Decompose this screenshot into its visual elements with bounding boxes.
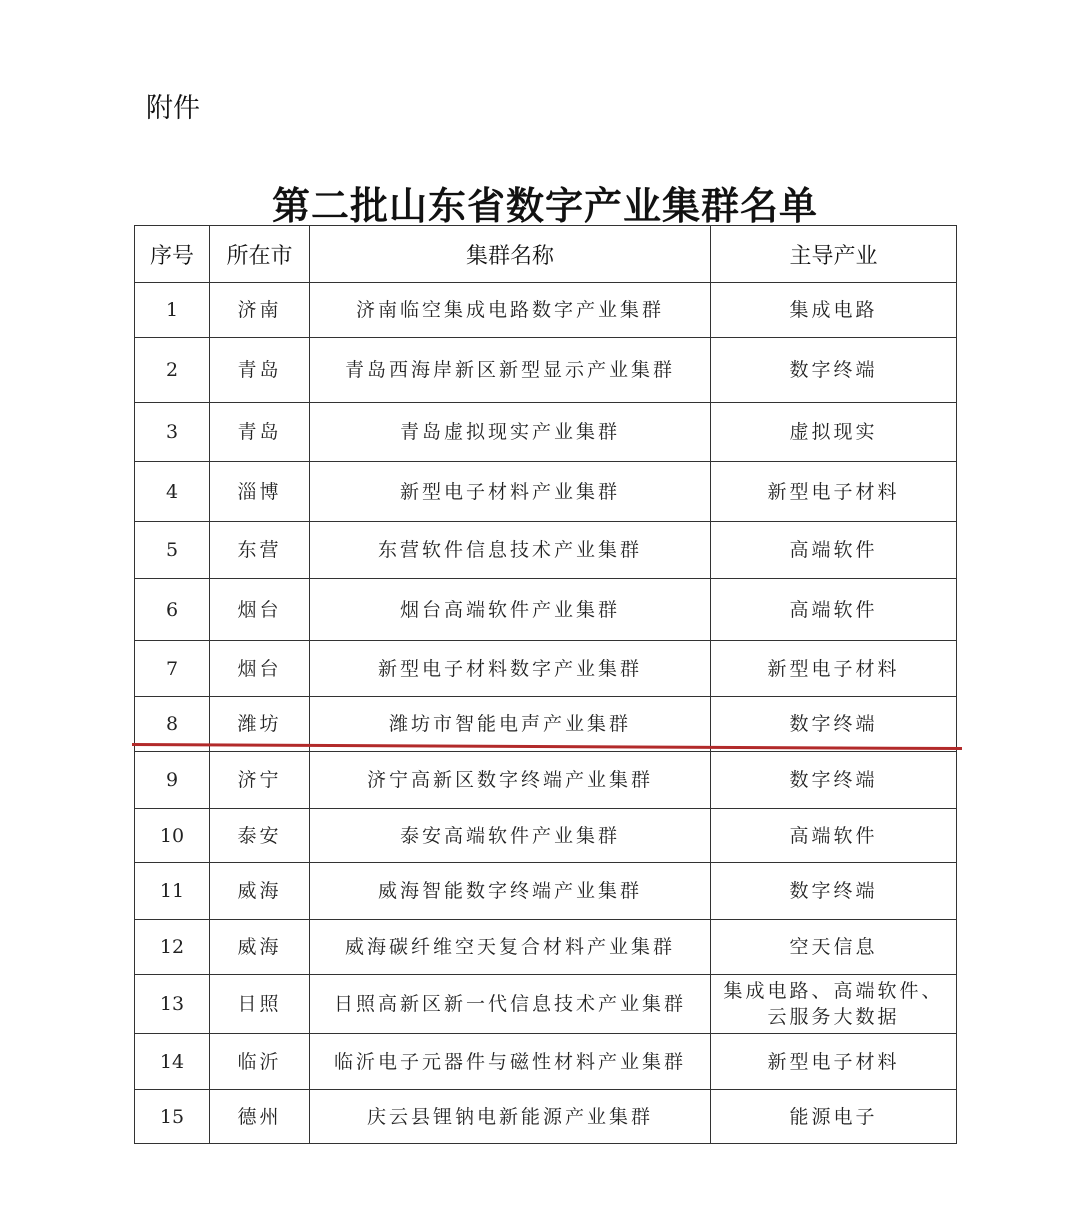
row-cluster-name: 威海智能数字终端产业集群: [310, 863, 711, 920]
row-cluster-name: 青岛虚拟现实产业集群: [310, 403, 711, 462]
row-cluster-name: 日照高新区新一代信息技术产业集群: [310, 975, 711, 1034]
row-industry: 能源电子: [711, 1090, 957, 1144]
table-row: [135, 522, 957, 579]
table-row: [135, 338, 957, 403]
row-industry: 数字终端: [711, 863, 957, 920]
table-row: [135, 1090, 957, 1144]
header-cluster-name: 集群名称: [310, 226, 711, 283]
header-no: 序号: [135, 226, 210, 283]
table-row: [135, 920, 957, 975]
row-cluster-name: 新型电子材料产业集群: [310, 462, 711, 522]
row-city: 日照: [210, 975, 310, 1034]
row-industry: 虚拟现实: [711, 403, 957, 462]
row-no: 2: [135, 338, 210, 403]
row-city: 烟台: [210, 579, 310, 641]
row-city: 青岛: [210, 403, 310, 462]
row-no: 3: [135, 403, 210, 462]
row-city: 威海: [210, 920, 310, 975]
table-row: [135, 809, 957, 863]
row-city: 潍坊: [210, 697, 310, 752]
row-city: 东营: [210, 522, 310, 579]
row-cluster-name: 东营软件信息技术产业集群: [310, 522, 711, 579]
row-no: 9: [135, 752, 210, 809]
row-city: 德州: [210, 1090, 310, 1144]
row-no: 13: [135, 975, 210, 1034]
row-city: 济南: [210, 283, 310, 338]
table-row: [135, 752, 957, 809]
header-industry: 主导产业: [711, 226, 957, 283]
row-cluster-name: 济宁高新区数字终端产业集群: [310, 752, 711, 809]
row-industry: [711, 975, 957, 1034]
table-header-row: [135, 226, 957, 283]
attachment-label: 附件: [146, 93, 200, 124]
row-city: 淄博: [210, 462, 310, 522]
row-cluster-name: 青岛西海岸新区新型显示产业集群: [310, 338, 711, 403]
header-city: 所在市: [210, 226, 310, 283]
row-cluster-name: 新型电子材料数字产业集群: [310, 641, 711, 697]
row-no: 8: [135, 697, 210, 752]
cluster-table: [134, 225, 957, 1144]
row-industry: 数字终端: [711, 752, 957, 809]
row-industry-line2: 云服务大数据: [767, 1006, 900, 1028]
row-industry: 集成电路: [711, 283, 957, 338]
document-title: 第二批山东省数字产业集群名单: [271, 183, 818, 228]
row-no: 5: [135, 522, 210, 579]
row-cluster-name: 潍坊市智能电声产业集群: [310, 697, 711, 752]
row-industry: 新型电子材料: [711, 1034, 957, 1090]
row-no: 10: [135, 809, 210, 863]
table-row: [135, 579, 957, 641]
table-row: [135, 641, 957, 697]
row-no: 15: [135, 1090, 210, 1144]
row-no: 12: [135, 920, 210, 975]
row-city: 临沂: [210, 1034, 310, 1090]
table-row: [135, 283, 957, 338]
table-row: [135, 975, 957, 1034]
row-no: 4: [135, 462, 210, 522]
row-cluster-name: 威海碳纤维空天复合材料产业集群: [310, 920, 711, 975]
row-industry: 数字终端: [711, 697, 957, 752]
row-city: 烟台: [210, 641, 310, 697]
row-industry: 高端软件: [711, 522, 957, 579]
row-industry: 空天信息: [711, 920, 957, 975]
row-no: 6: [135, 579, 210, 641]
row-city: 济宁: [210, 752, 310, 809]
table-row: [135, 403, 957, 462]
table-row: [135, 863, 957, 920]
table-row: [135, 1034, 957, 1090]
row-industry: 新型电子材料: [711, 462, 957, 522]
row-cluster-name: 庆云县锂钠电新能源产业集群: [310, 1090, 711, 1144]
row-cluster-name: 临沂电子元器件与磁性材料产业集群: [310, 1034, 711, 1090]
row-industry: 数字终端: [711, 338, 957, 403]
row-industry: 高端软件: [711, 809, 957, 863]
row-no: 1: [135, 283, 210, 338]
row-industry: 高端软件: [711, 579, 957, 641]
row-city: 青岛: [210, 338, 310, 403]
row-no: 7: [135, 641, 210, 697]
row-city: 威海: [210, 863, 310, 920]
row-no: 14: [135, 1034, 210, 1090]
row-cluster-name: 泰安高端软件产业集群: [310, 809, 711, 863]
row-city: 泰安: [210, 809, 310, 863]
row-cluster-name: 烟台高端软件产业集群: [310, 579, 711, 641]
row-industry-line1: 集成电路、高端软件、: [723, 980, 944, 1002]
row-no: 11: [135, 863, 210, 920]
row-cluster-name: 济南临空集成电路数字产业集群: [310, 283, 711, 338]
row-industry: 新型电子材料: [711, 641, 957, 697]
table-row: [135, 462, 957, 522]
